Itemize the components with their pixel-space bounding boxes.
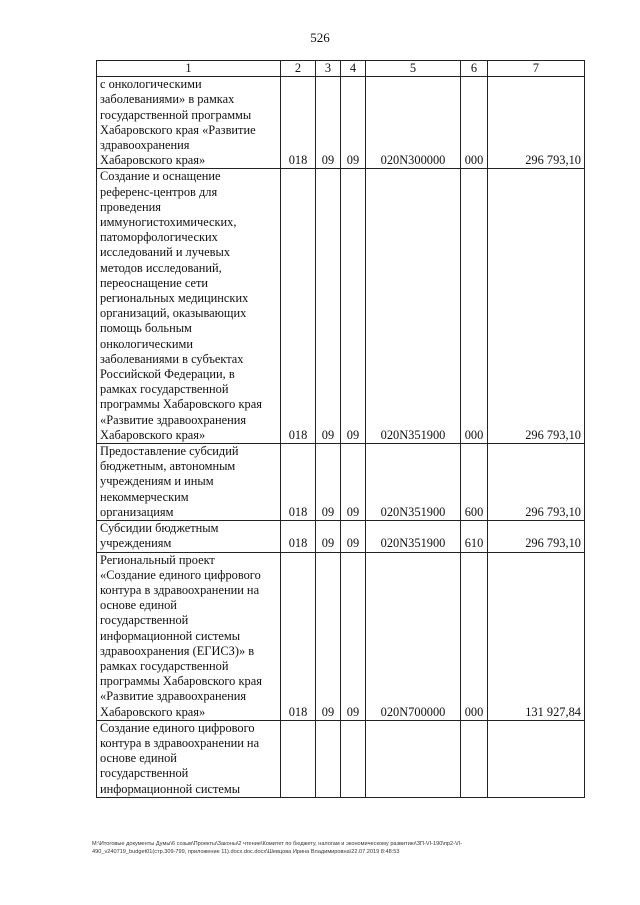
description-line: с онкологическими [100,77,202,92]
footer-line: M:\Итоговые документы Думы\6 созыв\Проекты\Законы\2 чтение\Комитет по бюджету, налогам и экономическому развитию\ЗП-VI-190\пр2-VI- [92,841,463,847]
row-description [97,444,281,521]
target-article-code: 020N300000 [366,77,461,169]
header-cell-1: 1 [97,61,281,77]
description-line: Субсидии бюджетным [100,521,219,536]
description-line: информационной системы [100,628,241,643]
subsection-code: 09 [341,444,366,521]
description-line: основе единой [100,751,177,766]
row-description [97,169,281,444]
description-line: контура в здравоохранении на [100,582,260,597]
target-article-code: 020N700000 [366,552,461,720]
expense-type-code: 610 [461,521,488,552]
ministry-code: 018 [281,444,316,521]
description-line: государственной [100,766,189,781]
section-code: 09 [316,521,341,552]
amount: 296 793,10 [488,444,585,521]
empty-cell [281,720,316,797]
section-code: 09 [316,77,341,169]
description-line: Региональный проект [100,552,215,567]
table-row [97,169,585,444]
row-description [97,552,281,720]
empty-cell [316,720,341,797]
document-footer-path [92,840,616,856]
section-code: 09 [316,552,341,720]
amount: 131 927,84 [488,552,585,720]
row-description [97,521,281,552]
description-line: здравоохранения [100,138,190,153]
description-line: Российской Федерации, в [100,367,235,382]
subsection-code: 09 [341,552,366,720]
target-article-code: 020N351900 [366,169,461,444]
description-line: патоморфологических [100,230,218,245]
description-line: «Развитие здравоохранения [100,412,247,427]
expense-type-code: 600 [461,444,488,521]
description-line: Хабаровского края» [100,704,206,719]
description-line: учреждениям и иным [100,474,214,489]
expense-type-code: 000 [461,169,488,444]
subsection-code: 09 [341,521,366,552]
description-line: Хабаровского края» [100,427,206,442]
expense-type-code: 000 [461,77,488,169]
description-line: референс-центров для [100,184,218,199]
empty-cell [341,720,366,797]
description-line: рамках государственной [100,382,229,397]
target-article-code: 020N351900 [366,444,461,521]
amount: 296 793,10 [488,521,585,552]
description-line: государственной программы [100,107,252,122]
description-line: некоммерческим [100,489,189,504]
ministry-code: 018 [281,521,316,552]
description-line: бюджетным, автономным [100,459,236,474]
continuation-row [97,720,585,797]
description-line: контура в здравоохранении на [100,735,260,750]
description-line: иммуногистохимических, [100,215,237,230]
description-line: региональных медицинских [100,291,249,306]
section-code: 09 [316,169,341,444]
table-row [97,444,585,521]
description-line: помощь больным [100,321,192,336]
row-description [97,720,281,797]
empty-cell [488,720,585,797]
page-number: 526 [310,30,330,45]
ministry-code: 018 [281,169,316,444]
description-line: «Развитие здравоохранения [100,689,247,704]
ministry-code: 018 [281,552,316,720]
header-cell-4: 4 [341,61,366,77]
header-cell-5: 5 [366,61,461,77]
header-cell-6: 6 [461,61,488,77]
subsection-code: 09 [341,77,366,169]
section-code: 09 [316,444,341,521]
description-line: онкологическими [100,336,194,351]
amount: 296 793,10 [488,77,585,169]
description-line: Хабаровского края «Развитие [100,122,256,137]
amount: 296 793,10 [488,169,585,444]
header-cell-3: 3 [316,61,341,77]
table-row [97,77,585,169]
description-line: Создание единого цифрового [100,720,255,735]
header-cell-2: 2 [281,61,316,77]
empty-cell [366,720,461,797]
description-line: заболеваниями» в рамках [100,92,235,107]
expense-type-code: 000 [461,552,488,720]
description-line: организаций, оказывающих [100,306,247,321]
subsection-code: 09 [341,169,366,444]
header-row [97,61,585,77]
empty-cell [461,720,488,797]
description-line: Создание и оснащение [100,169,221,184]
description-line: основе единой [100,598,177,613]
description-line: переоснащение сети [100,275,209,290]
table-row [97,521,585,552]
description-line: программы Хабаровского края [100,674,262,689]
description-line: здравоохранения (ЕГИСЗ)» в [100,643,255,658]
row-description [97,77,281,169]
target-article-code: 020N351900 [366,521,461,552]
description-line: программы Хабаровского края [100,397,262,412]
description-line: учреждениям [100,536,172,551]
description-line: Хабаровского края» [100,153,206,168]
description-line: заболеваниями в субъектах [100,351,244,366]
description-line: исследований и лучевых [100,245,231,260]
description-line: государственной [100,613,189,628]
description-line: методов исследований, [100,260,222,275]
header-cell-7: 7 [488,61,585,77]
description-line: информационной системы [100,781,241,796]
footer-line: 490_v240719_budget01(стр.309-799, приложение 11).docx.doc.docx\Шевцова Ирина Владимировна\22.07.2019 8:48:53 [92,849,400,855]
description-line: Предоставление субсидий [100,444,239,459]
description-line: рамках государственной [100,658,229,673]
table-row [97,552,585,720]
budget-table [96,60,585,798]
description-line: организациям [100,504,174,519]
description-line: «Создание единого цифрового [100,567,261,582]
description-line: проведения [100,199,161,214]
ministry-code: 018 [281,77,316,169]
